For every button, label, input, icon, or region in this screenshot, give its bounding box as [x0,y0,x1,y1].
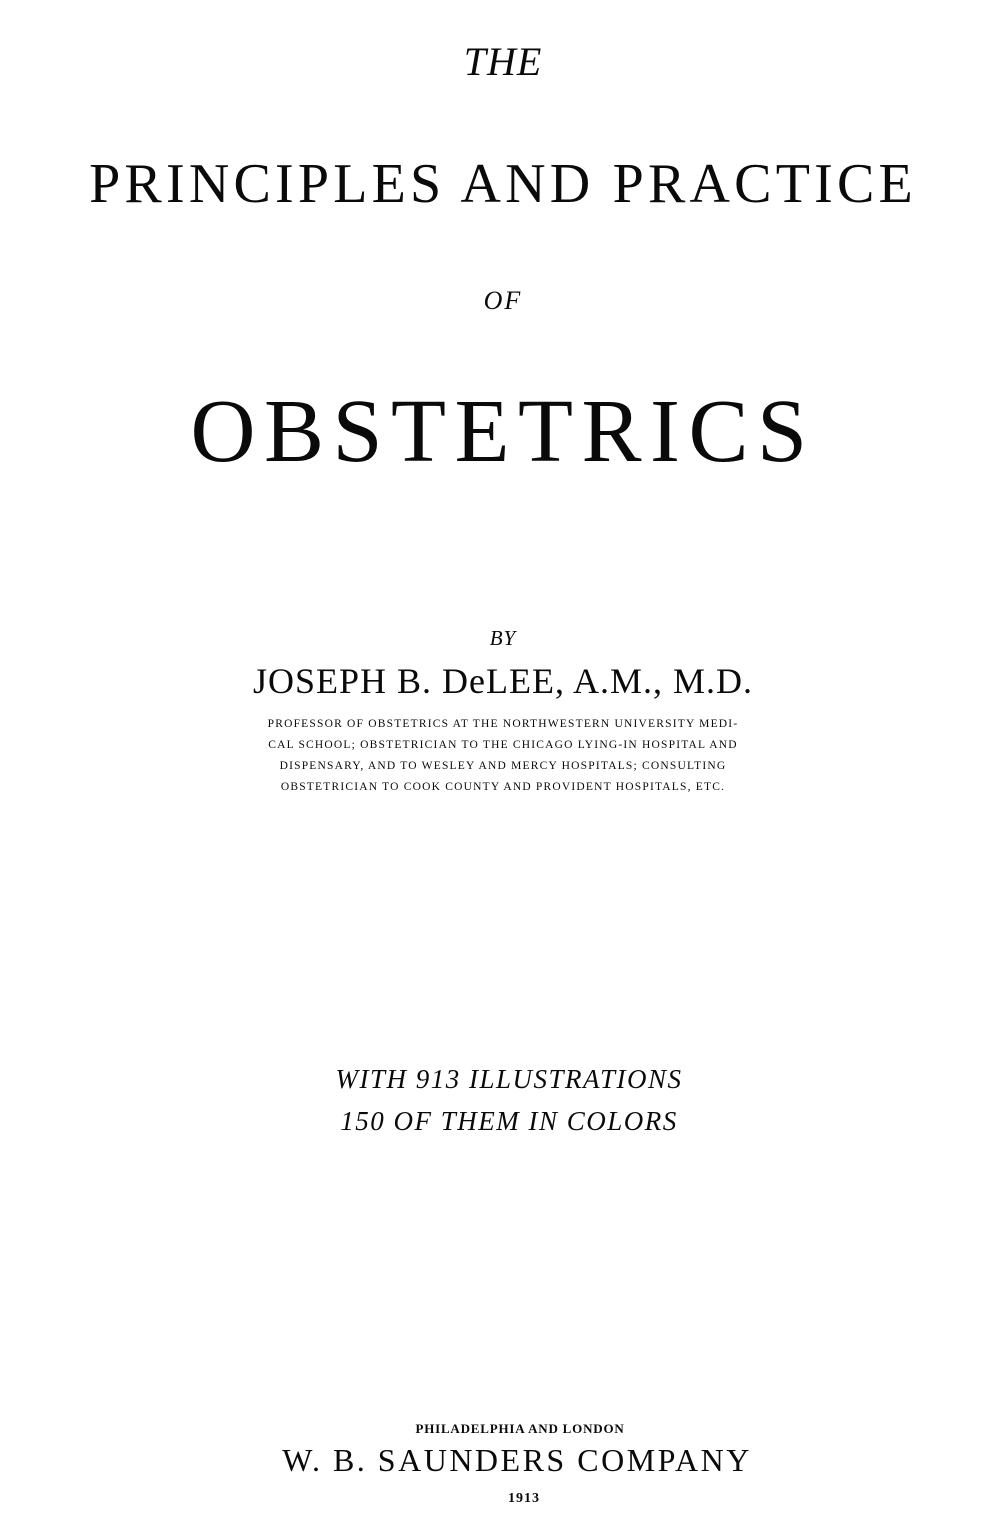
publisher-places: PHILADELPHIA AND LONDON [415,1421,625,1436]
illustrations-colors: 150 OF THEM IN COLORS [340,1106,678,1136]
credentials-line: DISPENSARY, AND TO WESLEY AND MERCY HOSPITALS; CONSULTING [279,760,727,772]
author-name: JOSEPH B. DeLEE, A.M., M.D. [252,661,754,701]
author-credentials [0,714,1006,798]
title-connector-of: OF [483,286,523,315]
publication-year: 1913 [508,1491,540,1506]
credentials-line: PROFESSOR OF OBSTETRICS AT THE NORTHWESTERN UNIVERSITY MEDI- [267,718,739,730]
illustrations-count: WITH 913 ILLUSTRATIONS [335,1064,683,1094]
title-article: THE [463,39,543,84]
byline-label: BY [489,626,517,650]
title-line-obstetrics: OBSTETRICS [190,382,816,481]
credentials-line: OBSTETRICIAN TO COOK COUNTY AND PROVIDENT HOSPITALS, ETC. [280,781,726,793]
credentials-line: CAL SCHOOL; OBSTETRICIAN TO THE CHICAGO LYING-IN HOSPITAL AND [268,739,738,751]
title-line-principles: PRINCIPLES AND PRACTICE [89,153,917,215]
publisher-name: W. B. SAUNDERS COMPANY [282,1442,752,1478]
